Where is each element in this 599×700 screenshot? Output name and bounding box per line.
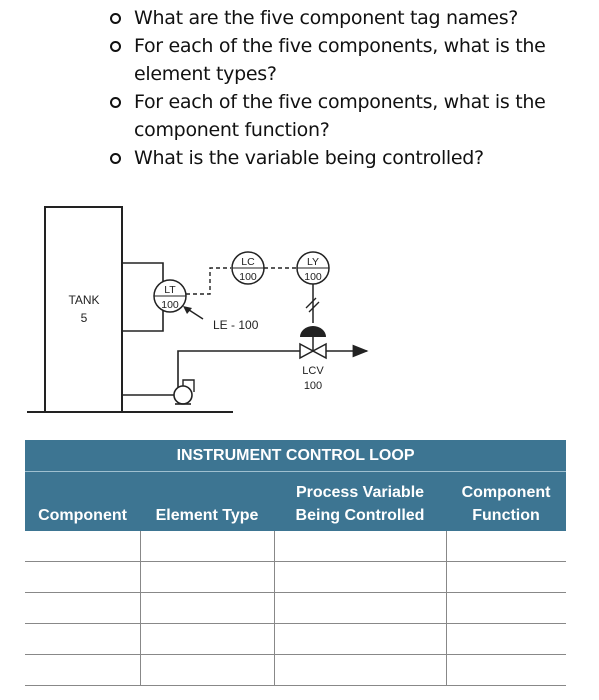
table-row <box>25 655 566 686</box>
lt-to-lc-signal <box>186 268 231 294</box>
pump <box>174 386 192 404</box>
pid-diagram <box>0 195 599 420</box>
header-element-type: Element Type <box>140 472 274 532</box>
table-cell[interactable] <box>25 655 140 686</box>
question-item <box>108 144 578 172</box>
instrument-table <box>25 440 566 686</box>
table-row <box>25 562 566 593</box>
question-text: What are the five component tag names? <box>134 7 519 29</box>
ly-number: 100 <box>304 271 322 283</box>
lcv-100-valve <box>300 344 313 358</box>
lt-number: 100 <box>161 299 179 311</box>
question-text: For each of the five components, what is the component function? <box>134 91 546 141</box>
question-list <box>108 4 578 172</box>
question-text: For each of the five components, what is the element types? <box>134 35 546 85</box>
bullet-icon <box>110 41 121 52</box>
header-process-variable: Process Variable Being Controlled <box>274 472 446 532</box>
le-arrowhead <box>183 306 192 314</box>
ly-tag: LY <box>306 256 320 268</box>
lcv-100-valve <box>313 344 326 358</box>
table-cell[interactable] <box>25 562 140 593</box>
lc-number: 100 <box>239 271 257 283</box>
table-cell[interactable] <box>446 655 566 686</box>
table-cell[interactable] <box>446 593 566 624</box>
table-cell[interactable] <box>274 531 446 562</box>
question-item <box>108 32 578 88</box>
table-cell[interactable] <box>274 593 446 624</box>
lcv-number: 100 <box>303 380 323 392</box>
le-label: LE - 100 <box>213 318 259 332</box>
tank-5 <box>45 207 122 412</box>
table-cell[interactable] <box>140 593 274 624</box>
table-cell[interactable] <box>446 624 566 655</box>
table-cell[interactable] <box>25 593 140 624</box>
table-cell[interactable] <box>25 531 140 562</box>
valve-actuator <box>300 326 326 337</box>
question-text: What is the variable being controlled? <box>134 147 484 169</box>
header-component: Component <box>25 472 140 532</box>
bullet-icon <box>110 153 121 164</box>
question-item <box>108 4 578 32</box>
lt-tag: LT <box>164 284 176 296</box>
header-component-function: Component Function <box>446 472 566 532</box>
table-cell[interactable] <box>274 624 446 655</box>
table-row <box>25 624 566 655</box>
table-cell[interactable] <box>274 562 446 593</box>
table-cell[interactable] <box>446 562 566 593</box>
question-item <box>108 88 578 144</box>
table-cell[interactable] <box>140 562 274 593</box>
lc-tag: LC <box>241 256 255 268</box>
table-cell[interactable] <box>446 531 566 562</box>
tank-label: TANK <box>68 293 100 307</box>
table-row <box>25 531 566 562</box>
table-row <box>25 593 566 624</box>
bullet-icon <box>110 13 121 24</box>
lcv-tag: LCV <box>302 365 324 377</box>
table-cell[interactable] <box>274 655 446 686</box>
bullet-icon <box>110 97 121 108</box>
table-cell[interactable] <box>140 655 274 686</box>
table-cell[interactable] <box>140 531 274 562</box>
instrument-control-loop-table <box>25 440 566 686</box>
table-title: INSTRUMENT CONTROL LOOP <box>25 440 566 472</box>
process-line <box>178 351 300 390</box>
table-cell[interactable] <box>25 624 140 655</box>
tank-number: 5 <box>80 311 88 325</box>
table-cell[interactable] <box>140 624 274 655</box>
